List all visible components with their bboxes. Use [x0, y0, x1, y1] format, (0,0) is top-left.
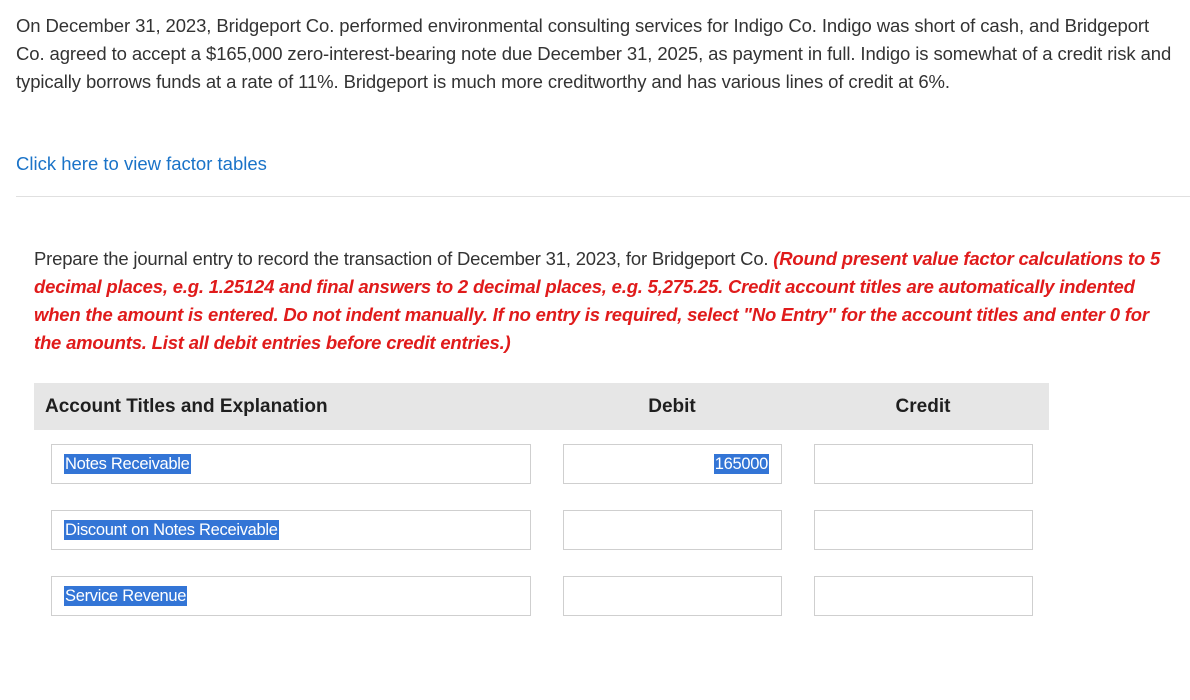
account-title-value: Notes Receivable — [65, 455, 190, 473]
journal-table-header — [34, 383, 1049, 430]
instructions-lead: Prepare the journal entry to record the transaction of December 31, 2023, for Bridgeport Co. — [34, 248, 774, 269]
header-debit: Debit — [648, 396, 696, 417]
journal-row — [0, 576, 1190, 618]
credit-amount-field[interactable] — [814, 510, 1033, 550]
account-title-field[interactable] — [51, 510, 531, 550]
credit-amount-field[interactable] — [814, 444, 1033, 484]
header-credit: Credit — [895, 396, 951, 417]
debit-amount-field[interactable] — [563, 510, 782, 550]
debit-amount-value: 165000 — [714, 455, 768, 473]
header-account-titles: Account Titles and Explanation — [45, 396, 328, 417]
account-title-value: Discount on Notes Receivable — [65, 521, 278, 539]
account-title-field[interactable] — [51, 444, 531, 484]
journal-row — [0, 444, 1190, 486]
journal-row — [0, 510, 1190, 552]
debit-amount-field[interactable] — [563, 576, 782, 616]
section-divider — [16, 196, 1190, 197]
account-title-field[interactable] — [51, 576, 531, 616]
credit-amount-field[interactable] — [814, 576, 1033, 616]
instructions-rounding-note: (Round present value factor calculations to 5 decimal places, e.g. 1.25124 and final answers to 2 decimal places, e.g. 5,275.25. Credit account titles are automatically indented when the amount is entered. Do not indent manually. If no entry is required, select "No Entry" for the account titles and enter 0 for the amounts. List all debit entries before credit entries.) — [34, 248, 1161, 353]
instructions — [34, 245, 1164, 357]
account-title-value: Service Revenue — [65, 587, 187, 605]
problem-statement: On December 31, 2023, Bridgeport Co. performed environmental consulting services for Indigo Co. Indigo was short of cash, and Bridgeport Co. agreed to accept a $165,000 zero-interest-bearing note due December 31, 2025, as payment in full. Indigo is somewhat of a credit risk and typically borrows funds at a rate of 11%. Bridgeport is much more creditworthy and has various lines of credit at 6%. — [16, 15, 1172, 92]
factor-tables-link[interactable]: Click here to view factor tables — [16, 153, 267, 174]
debit-amount-field[interactable] — [563, 444, 782, 484]
